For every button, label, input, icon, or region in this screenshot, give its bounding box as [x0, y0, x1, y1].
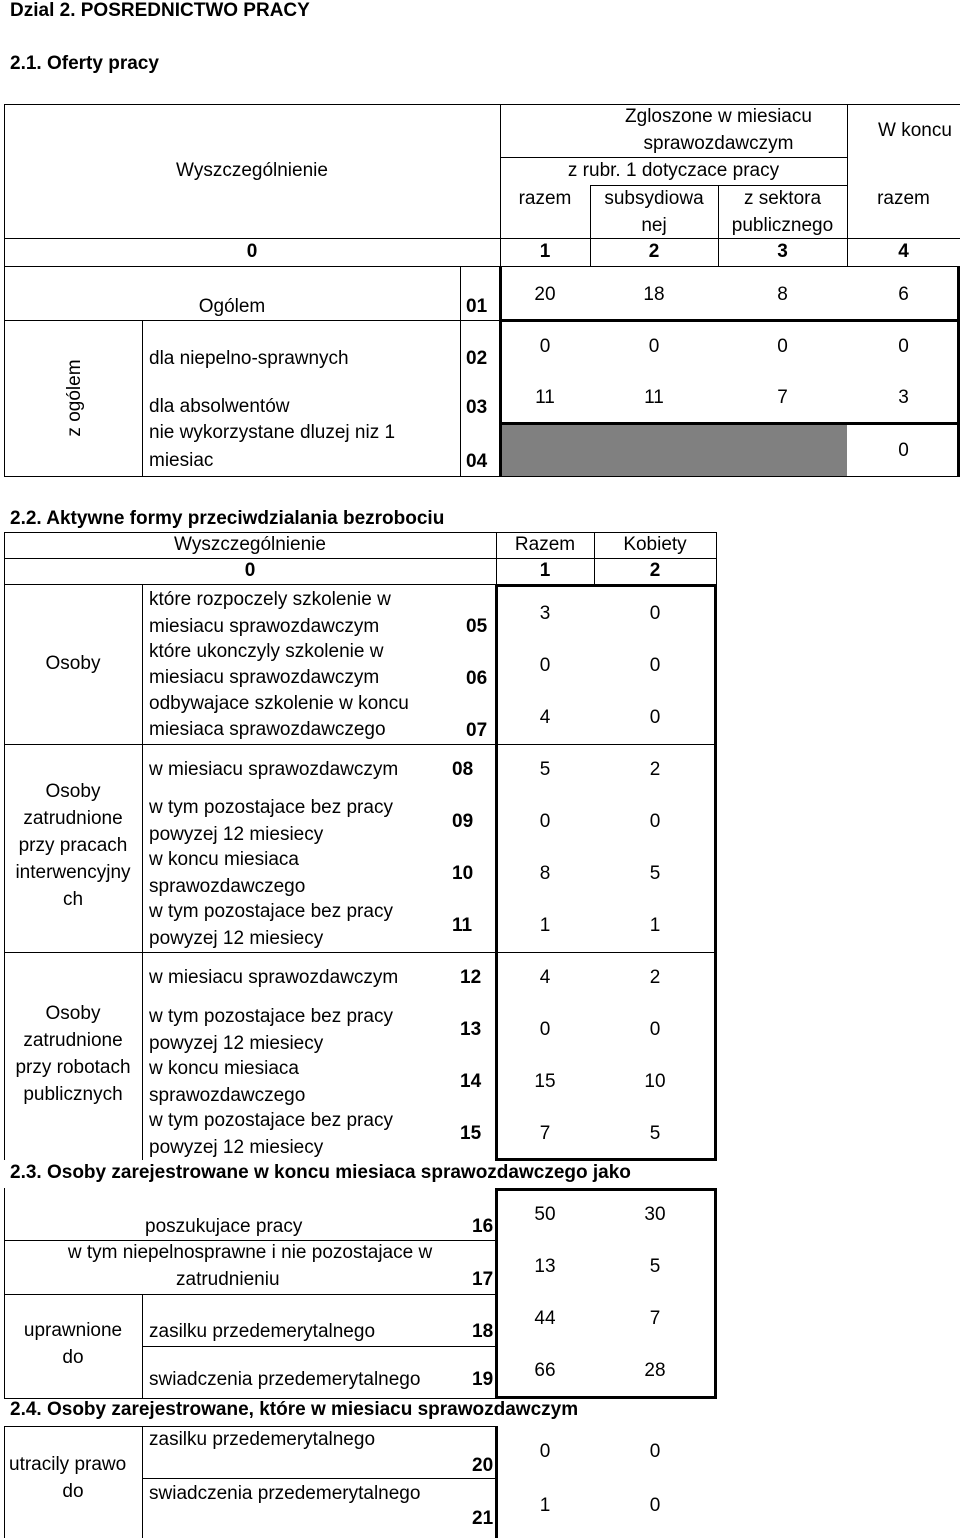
- group-label: przy robotach: [15, 1057, 131, 1078]
- cell: 13: [534, 1256, 556, 1277]
- header-sektora-2: publicznego: [731, 215, 834, 236]
- row-label: swiadczenia przedemerytalnego: [149, 1483, 421, 1504]
- cell: 5: [539, 759, 551, 780]
- row-label: miesiacu sprawozdawczym: [149, 667, 380, 688]
- cell: 66: [534, 1360, 556, 1381]
- colnum-0: 0: [246, 241, 258, 262]
- cell: 50: [534, 1204, 556, 1225]
- cell: 11: [535, 387, 555, 408]
- group-label: ch: [62, 889, 84, 910]
- row-label: powyzej 12 miesiecy: [149, 824, 324, 845]
- row-label: zasilku przedemerytalnego: [149, 1429, 376, 1450]
- cell: 20: [534, 284, 556, 305]
- cell: 11: [644, 387, 664, 408]
- cell: 0: [648, 336, 660, 357]
- colnum-1: 1: [539, 241, 551, 262]
- row-code-20: 20: [472, 1455, 494, 1476]
- disabled-cells: [502, 425, 847, 476]
- row-code-21: 21: [472, 1508, 494, 1529]
- colnum-4: 4: [898, 241, 909, 262]
- group-label: zatrudnione: [23, 808, 123, 829]
- cell: 15: [534, 1071, 556, 1092]
- cell: 3: [898, 387, 909, 408]
- subsection-heading: 2.2. Aktywne formy przeciwdzialania bezrobociu: [10, 508, 445, 529]
- row-code-10: 10: [452, 863, 474, 884]
- cell: 7: [777, 387, 788, 408]
- row-code-04: 04: [466, 451, 488, 472]
- row-code-16: 16: [472, 1216, 494, 1237]
- cell: 0: [539, 811, 551, 832]
- group-label: publicznych: [23, 1084, 123, 1105]
- row-code-02: 02: [466, 348, 488, 369]
- row-ogolem-label: Ogólem: [198, 296, 266, 317]
- row-code-07: 07: [466, 720, 488, 741]
- header-zgloszone-2: sprawozdawczym: [643, 133, 794, 154]
- cell: 1: [539, 915, 551, 936]
- cell: 4: [539, 967, 551, 988]
- row-code-05: 05: [466, 616, 488, 637]
- group-label: utracily prawo: [9, 1454, 127, 1475]
- cell: 0: [649, 707, 661, 728]
- header-subsydiowanej: subsydiowa: [604, 188, 704, 209]
- row-code-11: 11: [452, 915, 473, 936]
- row-code-12: 12: [460, 967, 482, 988]
- row-label: sprawozdawczego: [149, 1085, 306, 1106]
- group-label: do: [62, 1481, 84, 1502]
- cell: 2: [649, 759, 661, 780]
- row-label: dla niepelno-sprawnych: [149, 348, 349, 369]
- colnum-0: 0: [244, 560, 256, 581]
- row-code-19: 19: [472, 1369, 494, 1390]
- cell: 0: [539, 655, 551, 676]
- header-wyszczegolnienie: Wyszczególnienie: [176, 160, 328, 181]
- row-label: swiadczenia przedemerytalnego: [149, 1369, 421, 1390]
- header-z-rubr: z rubr. 1 dotyczace pracy: [567, 160, 780, 181]
- cell: 10: [644, 1071, 666, 1092]
- row-label: powyzej 12 miesiecy: [149, 1033, 324, 1054]
- row-code-17: 17: [472, 1269, 494, 1290]
- cell: 1: [649, 915, 661, 936]
- row-label: zatrudnieniu: [176, 1269, 280, 1290]
- header-kobiety: Kobiety: [623, 534, 687, 555]
- cell: 0: [649, 1495, 661, 1516]
- group-label: uprawnione: [23, 1320, 123, 1341]
- colnum-2: 2: [648, 241, 660, 262]
- row-label: miesiacu sprawozdawczym: [149, 616, 380, 637]
- cell: 0: [539, 1441, 551, 1462]
- cell: 0: [898, 336, 909, 357]
- subsection-heading: 2.1. Oferty pracy: [10, 53, 159, 74]
- row-label: w tym pozostajace bez pracy: [149, 1006, 393, 1027]
- row-code-03: 03: [466, 397, 488, 418]
- row-code-14: 14: [460, 1071, 482, 1092]
- row-label: miesiac: [149, 450, 214, 471]
- cell: 7: [539, 1123, 551, 1144]
- row-code-01: 01: [466, 296, 488, 317]
- row-label: powyzej 12 miesiecy: [149, 928, 324, 949]
- cell: 8: [539, 863, 551, 884]
- header-subsydiowanej-2: nej: [641, 215, 667, 236]
- header-razem: Razem: [514, 534, 576, 555]
- header-sektora: z sektora: [743, 188, 822, 209]
- cell: 0: [649, 655, 661, 676]
- cell: 0: [777, 336, 788, 357]
- cell: 4: [539, 707, 551, 728]
- row-code-09: 09: [452, 811, 474, 832]
- row-label: w tym niepelnosprawne i nie pozostajace w: [67, 1242, 433, 1263]
- cell: 0: [898, 440, 909, 461]
- cell: 28: [644, 1360, 666, 1381]
- row-label: w tym pozostajace bez pracy: [149, 901, 393, 922]
- cell: 0: [649, 603, 661, 624]
- cell: 0: [649, 811, 661, 832]
- cell: 0: [649, 1441, 661, 1462]
- cell: 30: [644, 1204, 666, 1225]
- colnum-2: 2: [649, 560, 661, 581]
- cell: 0: [539, 1019, 551, 1040]
- header-wyszczegolnienie: Wyszczególnienie: [174, 534, 326, 555]
- cell: 0: [649, 1019, 661, 1040]
- group-label: Osoby: [45, 781, 101, 802]
- group-label: przy pracach: [18, 835, 128, 856]
- subsection-heading: 2.3. Osoby zarejestrowane w koncu miesiaca sprawozdawczego jako: [10, 1162, 631, 1183]
- row-label: nie wykorzystane dluzej niz 1: [149, 422, 396, 443]
- row-label: miesiaca sprawozdawczego: [149, 719, 386, 740]
- colnum-3: 3: [777, 241, 788, 262]
- cell: 3: [539, 603, 551, 624]
- row-code-15: 15: [460, 1123, 482, 1144]
- cell: 5: [649, 863, 661, 884]
- group-label: zatrudnione: [23, 1030, 123, 1051]
- row-code-13: 13: [460, 1019, 482, 1040]
- cell: 44: [534, 1308, 556, 1329]
- row-label: dla absolwentów: [149, 396, 290, 417]
- group-label: do: [62, 1347, 84, 1368]
- row-label: zasilku przedemerytalnego: [149, 1321, 376, 1342]
- row-label: w koncu miesiaca: [149, 849, 299, 870]
- row-label: w miesiacu sprawozdawczym: [149, 759, 399, 780]
- cell: 2: [649, 967, 661, 988]
- row-label: sprawozdawczego: [149, 876, 306, 897]
- cell: 5: [649, 1123, 661, 1144]
- row-label: w koncu miesiaca: [149, 1058, 299, 1079]
- header-razem-2: razem: [877, 188, 930, 209]
- cell: 1: [539, 1495, 551, 1516]
- cell: 18: [643, 284, 665, 305]
- row-label: odbywajace szkolenie w koncu: [149, 693, 409, 714]
- subsection-heading: 2.4. Osoby zarejestrowane, które w miesiacu sprawozdawczym: [10, 1399, 579, 1420]
- row-code-08: 08: [452, 759, 474, 780]
- row-label: poszukujace pracy: [145, 1216, 303, 1237]
- header-w-koncu: W koncu: [878, 120, 952, 141]
- group-label: Osoby: [45, 653, 101, 674]
- row-label: w tym pozostajace bez pracy: [149, 1110, 393, 1131]
- group-label: Osoby: [45, 1003, 101, 1024]
- group-label: interwencyjny: [15, 862, 131, 883]
- header-zgloszone: Zgloszone w miesiacu: [625, 106, 812, 127]
- cell: 8: [777, 284, 788, 305]
- row-label: w miesiacu sprawozdawczym: [149, 967, 399, 988]
- cell: 5: [649, 1256, 661, 1277]
- row-label: które rozpoczely szkolenie w: [149, 589, 391, 610]
- cell: 6: [898, 284, 909, 305]
- row-code-18: 18: [472, 1321, 494, 1342]
- header-razem: razem: [518, 188, 572, 209]
- row-label: które ukonczyly szkolenie w: [149, 641, 384, 662]
- row-label: w tym pozostajace bez pracy: [149, 797, 393, 818]
- cell: 7: [649, 1308, 661, 1329]
- section-heading: Dzial 2. POSREDNICTWO PRACY: [10, 0, 310, 21]
- z-ogolem-label: z ogólem: [64, 359, 85, 437]
- row-code-06: 06: [466, 668, 488, 689]
- row-label: powyzej 12 miesiecy: [149, 1137, 324, 1158]
- colnum-1: 1: [539, 560, 551, 581]
- cell: 0: [539, 336, 551, 357]
